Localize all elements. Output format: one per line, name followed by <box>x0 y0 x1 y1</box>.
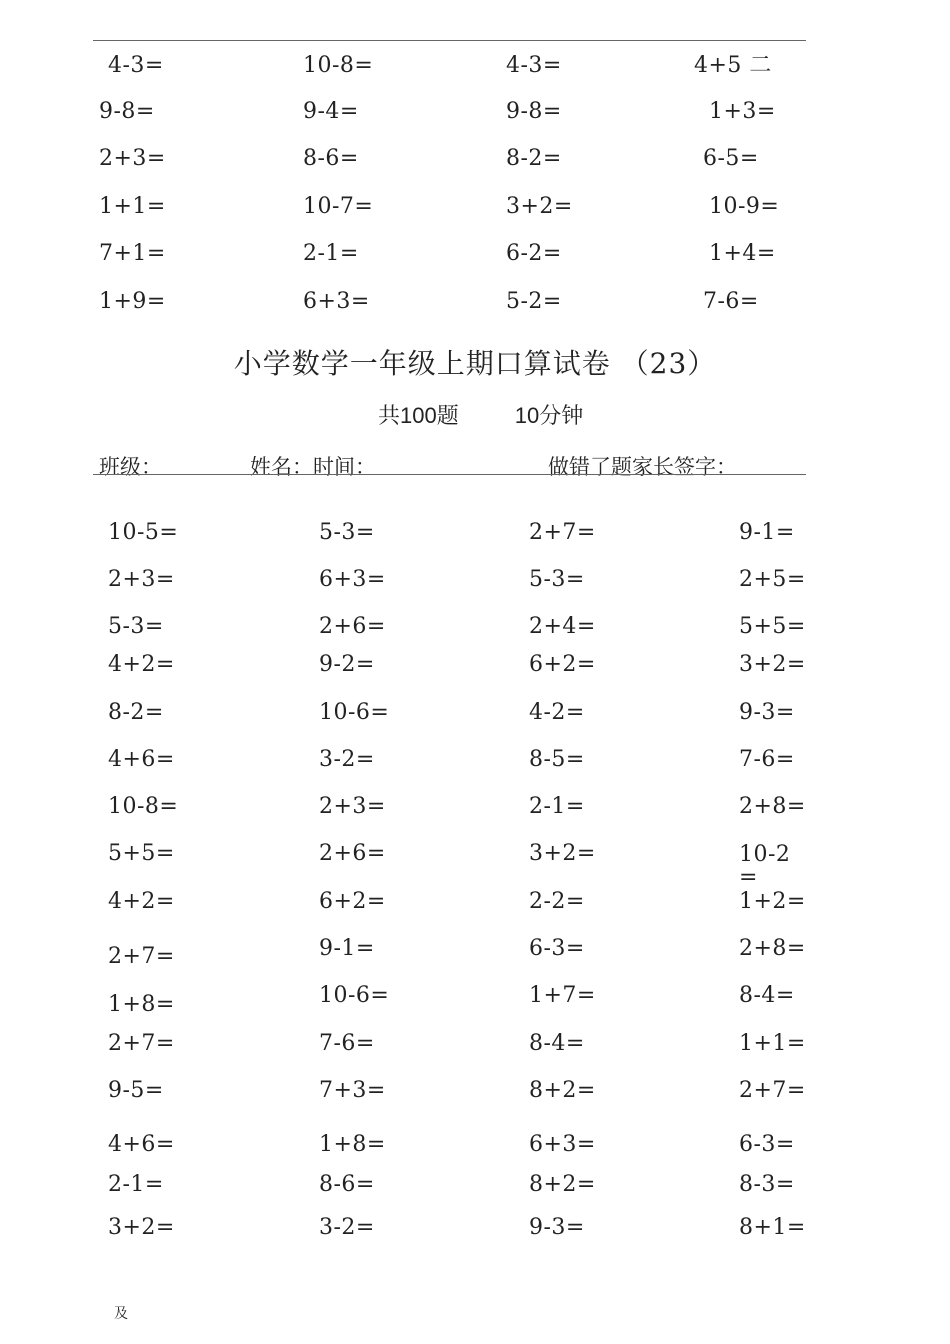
exercise-r9-c2: 6+2= <box>319 889 386 914</box>
exercise-r8-c3: 3+2= <box>529 841 596 866</box>
exercise-r16-c1: 3+2= <box>108 1215 175 1240</box>
top-exercise-r5-c2: 2-1= <box>303 241 359 266</box>
exercise-r1-c3: 2+7= <box>529 520 596 545</box>
top-exercise-r4-c1: 1+1= <box>99 194 166 219</box>
top-exercise-r2-c2: 9-4= <box>303 99 359 124</box>
exercise-r10-c1: 2+7= <box>108 944 175 969</box>
exercise-r6-c4: 7-6= <box>739 747 795 772</box>
exercise-r5-c4: 9-3= <box>739 700 795 725</box>
exercise-r13-c3: 8+2= <box>529 1078 596 1103</box>
exercise-r9-c3: 2-2= <box>529 889 585 914</box>
exercise-r12-c1: 2+7= <box>108 1031 175 1056</box>
time-limit: 10分钟 <box>514 403 584 428</box>
exercise-r5-c2: 10-6= <box>319 700 390 725</box>
exercise-r5-c1: 8-2= <box>108 700 164 725</box>
exercise-r12-c2: 7-6= <box>319 1031 375 1056</box>
exercise-r13-c1: 9-5= <box>108 1078 164 1103</box>
exercise-r10-c2: 9-1= <box>319 936 375 961</box>
exercise-r6-c1: 4+6= <box>108 747 175 772</box>
exercise-r7-c1: 10-8= <box>108 794 179 819</box>
exercise-r1-c2: 5-3= <box>319 520 375 545</box>
exercise-r2-c4: 2+5= <box>739 567 806 592</box>
top-divider <box>93 40 806 41</box>
top-exercise-r5-c4: 1+4= <box>709 241 776 266</box>
class-label: 班级： <box>99 455 162 479</box>
exercise-r16-c3: 9-3= <box>529 1215 585 1240</box>
top-exercise-r1-c3: 4-3= <box>506 53 562 78</box>
top-exercise-r2-c4: 1+3= <box>709 99 776 124</box>
exercise-r11-c2: 10-6= <box>319 983 390 1008</box>
top-exercise-r6-c1: 1+9= <box>99 289 166 314</box>
top-exercise-r2-c1: 9-8= <box>99 99 155 124</box>
exercise-r14-c4: 6-3= <box>739 1132 795 1157</box>
exercise-r6-c3: 8-5= <box>529 747 585 772</box>
top-exercise-r6-c2: 6+3= <box>303 289 370 314</box>
exercise-r8-c4: 10-2 = <box>739 842 791 891</box>
exercise-r15-c3: 8+2= <box>529 1172 596 1197</box>
top-exercise-r6-c4: 7-6= <box>703 289 759 314</box>
top-exercise-r5-c3: 6-2= <box>506 241 562 266</box>
exercise-r8-c1: 5+5= <box>108 841 175 866</box>
exercise-r13-c2: 7+3= <box>319 1078 386 1103</box>
exercise-r11-c3: 1+7= <box>529 983 596 1008</box>
exercise-r6-c2: 3-2= <box>319 747 375 772</box>
top-exercise-r1-c4: 4+5 二 <box>694 53 772 78</box>
exercise-r4-c1: 4+2= <box>108 652 175 677</box>
exercise-r10-c3: 6-3= <box>529 936 585 961</box>
exercise-r9-c4: 1+2= <box>739 889 806 914</box>
top-exercise-r4-c2: 10-7= <box>303 194 374 219</box>
question-count: 共100题 <box>378 403 459 428</box>
exercise-r9-c1: 4+2= <box>108 889 175 914</box>
exercise-r15-c1: 2-1= <box>108 1172 164 1197</box>
exercise-r7-c2: 2+3= <box>319 794 386 819</box>
name-time-label: 姓名：时间： <box>250 455 376 479</box>
footer-mark: 及 <box>114 1306 128 1322</box>
top-exercise-r3-c1: 2+3= <box>99 146 166 171</box>
exercise-r14-c3: 6+3= <box>529 1132 596 1157</box>
exercise-r8-c2: 2+6= <box>319 841 386 866</box>
page-title: 小学数学一年级上期口算试卷 （23） <box>233 347 717 380</box>
exercise-r15-c4: 8-3= <box>739 1172 795 1197</box>
exercise-r13-c4: 2+7= <box>739 1078 806 1103</box>
exercise-r3-c2: 2+6= <box>319 614 386 639</box>
exercise-r3-c4: 5+5= <box>739 614 806 639</box>
exercise-r15-c2: 8-6= <box>319 1172 375 1197</box>
exercise-r4-c3: 6+2= <box>529 652 596 677</box>
exercise-r2-c2: 6+3= <box>319 567 386 592</box>
exercise-r3-c1: 5-3= <box>108 614 164 639</box>
top-exercise-r2-c3: 9-8= <box>506 99 562 124</box>
exercise-r1-c1: 10-5= <box>108 520 179 545</box>
header-divider <box>93 474 806 475</box>
exercise-r10-c4: 2+8= <box>739 936 806 961</box>
top-exercise-r5-c1: 7+1= <box>99 241 166 266</box>
exercise-r11-c1: 1+8= <box>108 992 175 1017</box>
exercise-r4-c2: 9-2= <box>319 652 375 677</box>
top-exercise-r6-c3: 5-2= <box>506 289 562 314</box>
exercise-r12-c3: 8-4= <box>529 1031 585 1056</box>
top-exercise-r4-c4: 10-9= <box>709 194 780 219</box>
top-exercise-r3-c2: 8-6= <box>303 146 359 171</box>
subtitle <box>378 399 583 430</box>
exercise-r5-c3: 4-2= <box>529 700 585 725</box>
exercise-r16-c4: 8+1= <box>739 1215 806 1240</box>
top-exercise-r3-c4: 6-5= <box>703 146 759 171</box>
exercise-r14-c1: 4+6= <box>108 1132 175 1157</box>
top-exercise-r1-c2: 10-8= <box>303 53 374 78</box>
exercise-r3-c3: 2+4= <box>529 614 596 639</box>
parent-signature-label: 做错了题家长签字： <box>548 455 737 479</box>
exercise-r14-c2: 1+8= <box>319 1132 386 1157</box>
top-exercise-r3-c3: 8-2= <box>506 146 562 171</box>
exercise-r7-c3: 2-1= <box>529 794 585 819</box>
exercise-r7-c4: 2+8= <box>739 794 806 819</box>
exercise-r4-c4: 3+2= <box>739 652 806 677</box>
exercise-r12-c4: 1+1= <box>739 1031 806 1056</box>
top-exercise-r1-c1: 4-3= <box>108 53 164 78</box>
exercise-r2-c1: 2+3= <box>108 567 175 592</box>
exercise-r1-c4: 9-1= <box>739 520 795 545</box>
exercise-r2-c3: 5-3= <box>529 567 585 592</box>
top-exercise-r4-c3: 3+2= <box>506 194 573 219</box>
exercise-r16-c2: 3-2= <box>319 1215 375 1240</box>
exercise-r11-c4: 8-4= <box>739 983 795 1008</box>
